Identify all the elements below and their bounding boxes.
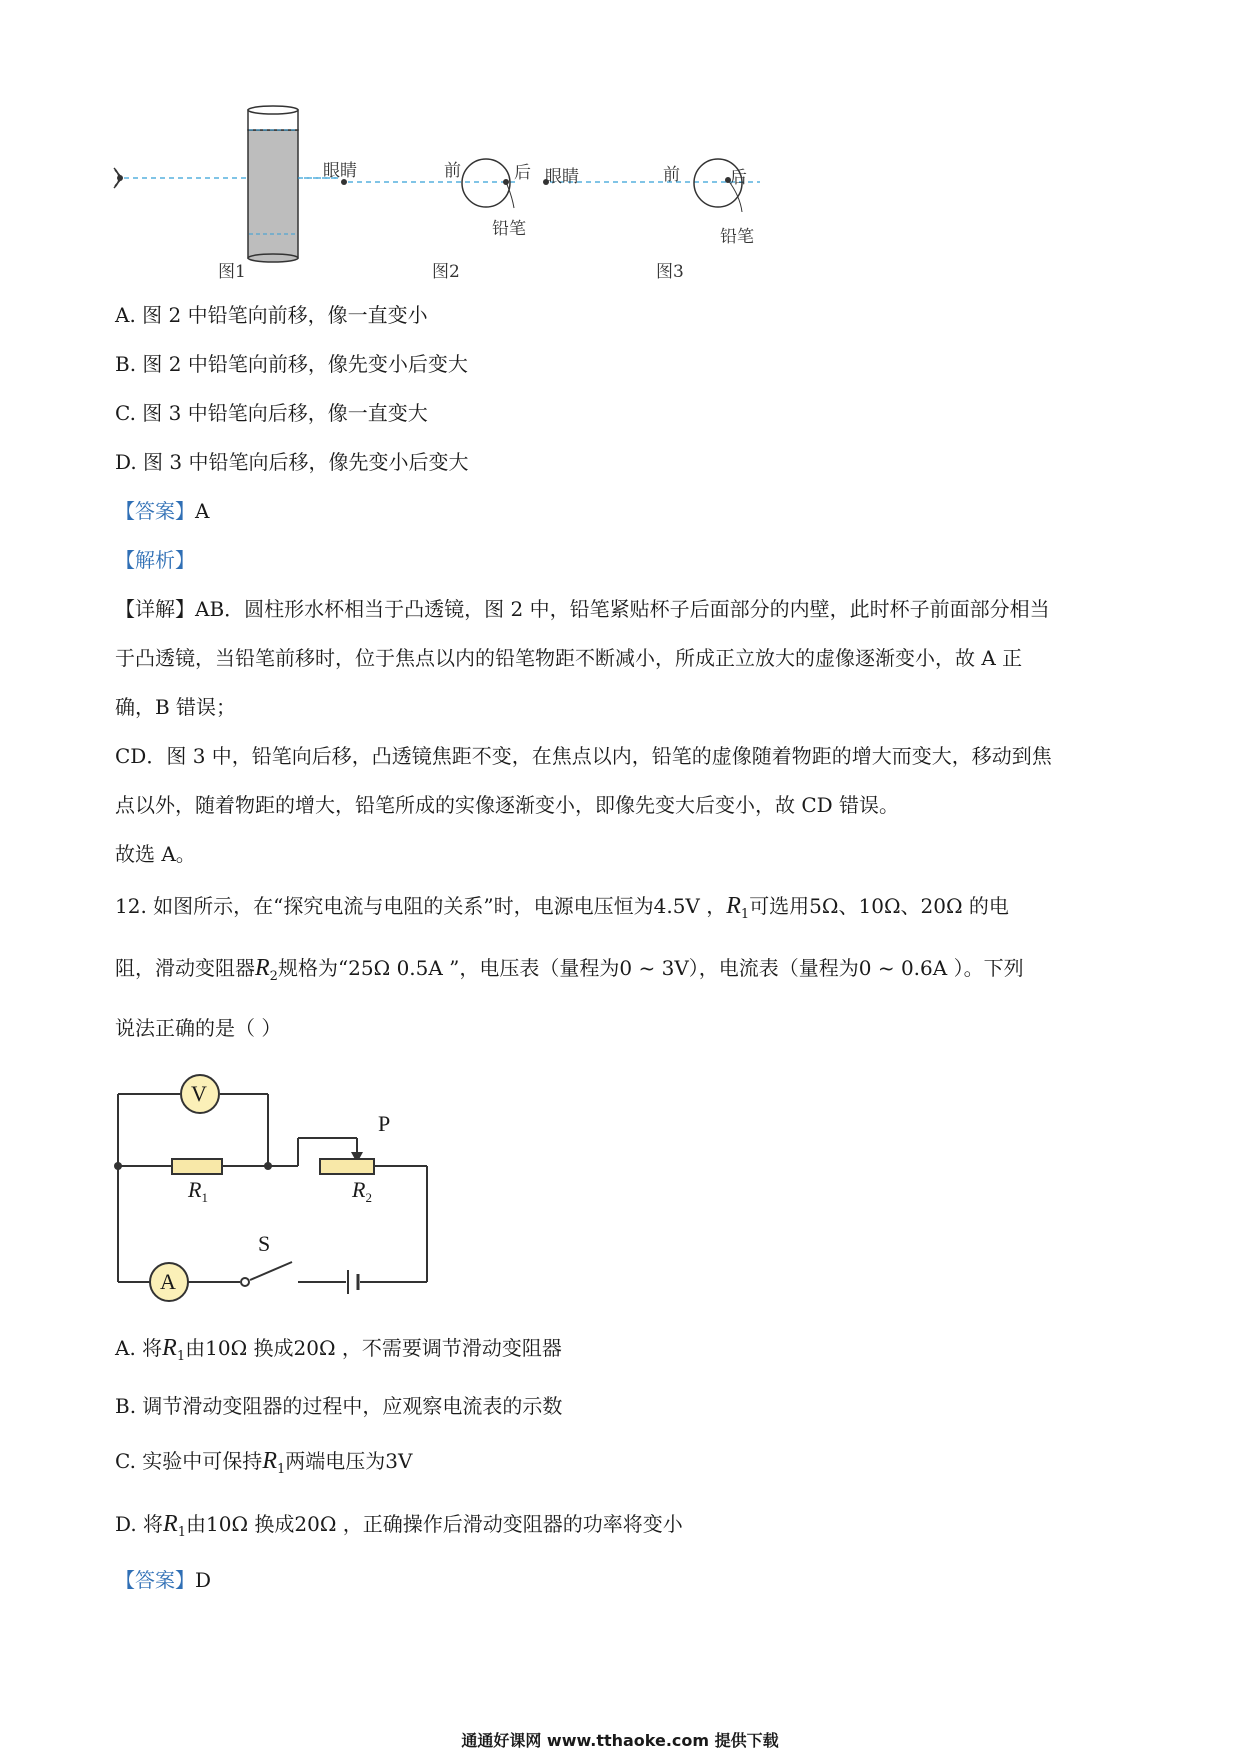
q12-option-d <box>115 1510 683 1547</box>
q11-detail-line-5: 点以外，随着物距的增大，铅笔所成的实像逐渐变小，即像先变大后变小，故 CD 错误。 <box>115 793 900 817</box>
detail-tag: 【详解】 <box>115 597 195 621</box>
r2-subscript: 2 <box>269 969 278 984</box>
page-footer: 通通好课网 www.tthaoke.com 提供下载 <box>461 1731 779 1750</box>
eye-icon <box>114 168 123 188</box>
answer-value: A <box>195 499 210 523</box>
label-front-1: 前 <box>444 161 461 181</box>
analysis-tag: 【解析】 <box>115 548 195 572</box>
switch-icon <box>241 1278 249 1286</box>
q12-answer <box>115 1566 211 1594</box>
answer-tag: 【答案】 <box>115 499 195 523</box>
q11-detail-line-6: 故选 A。 <box>115 842 196 866</box>
q11-answer <box>115 497 209 525</box>
q12-option-b: B. 调节滑动变阻器的过程中，应观察电流表的示数 <box>115 1394 563 1418</box>
r1-subscript: 1 <box>276 1462 286 1477</box>
caption-fig3: 图3 <box>656 262 684 282</box>
r1-subscript: 1 <box>177 1525 186 1540</box>
caption-fig2: 图2 <box>432 262 460 282</box>
q12-stem-text: 可选用5Ω、10Ω、20Ω 的电 <box>749 894 1009 918</box>
switch-label: S <box>258 1231 271 1256</box>
label-back-2: 后 <box>730 168 747 188</box>
r2-symbol: R <box>255 955 270 981</box>
option-text: 由10Ω 换成20Ω ，不需要调节滑动变阻器 <box>185 1336 562 1360</box>
r1-subscript: 1 <box>176 1349 186 1364</box>
r1-symbol: R <box>262 1448 277 1474</box>
r1-symbol: R <box>162 1335 177 1361</box>
label-pencil-1: 铅笔 <box>492 219 526 239</box>
q12-stem-line-2 <box>115 954 1024 991</box>
option-text: 由10Ω 换成20Ω ，正确操作后滑动变阻器的功率将变小 <box>186 1512 683 1536</box>
q12-stem-text: 12. 如图所示，在“探究电流与电阻的关系”时，电源电压恒为4.5V ， <box>115 894 727 918</box>
r1-subscript: 1 <box>201 1190 208 1205</box>
r1-letter: R <box>188 1177 202 1202</box>
r1-symbol: R <box>163 1511 178 1537</box>
q11-detail-line-1 <box>115 595 1050 623</box>
slider-label: P <box>378 1111 391 1136</box>
circuit-diagram <box>100 1060 460 1310</box>
label-pencil-2: 铅笔 <box>720 227 754 247</box>
label-eye-2: 眼睛 <box>545 167 579 187</box>
q12-option-a <box>115 1334 562 1371</box>
r2-letter: R <box>352 1177 366 1202</box>
q11-option-b: B. 图 2 中铅笔向前移，像先变小后变大 <box>115 352 468 376</box>
r1-subscript: 1 <box>740 907 750 922</box>
q11-option-d: D. 图 3 中铅笔向后移，像先变小后变大 <box>115 450 469 474</box>
r2-label <box>352 1177 372 1206</box>
q11-detail-line-2: 于凸透镜，当铅笔前移时，位于焦点以内的铅笔物距不断减小，所成正立放大的虚像逐渐变小，故 A 正 <box>115 646 1023 670</box>
answer-value: D <box>195 1568 212 1592</box>
voltmeter-label: V <box>191 1081 207 1106</box>
label-back-1: 后 <box>514 163 531 183</box>
caption-fig1: 图1 <box>218 262 246 282</box>
q11-detail-line-3: 确，B 错误； <box>115 695 237 719</box>
q11-analysis-tag <box>115 546 195 574</box>
option-text: C. 实验中可保持 <box>115 1449 263 1473</box>
q12-stem-line-1 <box>115 892 1009 929</box>
ammeter-label: A <box>160 1269 176 1294</box>
option-text: D. 将 <box>115 1512 164 1536</box>
r1-symbol: R <box>726 893 741 919</box>
option-text: A. 将 <box>115 1336 163 1360</box>
q12-stem-text: 阻，滑动变阻器 <box>115 956 255 980</box>
answer-tag: 【答案】 <box>115 1568 195 1592</box>
detail-text: AB．圆柱形水杯相当于凸透镜，图 2 中，铅笔紧贴杯子后面部分的内壁，此时杯子前面部分相当 <box>195 597 1050 621</box>
q11-option-a: A. 图 2 中铅笔向前移，像一直变小 <box>115 303 428 327</box>
q12-option-c <box>115 1447 412 1484</box>
label-eye-1: 眼睛 <box>323 161 357 181</box>
r1-label <box>188 1177 208 1206</box>
r2-subscript: 2 <box>365 1190 372 1205</box>
option-text: 两端电压为3V <box>285 1449 413 1473</box>
q11-detail-line-4: CD．图 3 中，铅笔向后移，凸透镜焦距不变，在焦点以内，铅笔的虚像随着物距的增大而变大，移动到焦 <box>115 744 1052 768</box>
label-front-2: 前 <box>663 165 680 185</box>
q12-stem-line-3: 说法正确的是（ ） <box>115 1016 282 1040</box>
water-cup <box>248 106 338 262</box>
q11-option-c: C. 图 3 中铅笔向后移，像一直变大 <box>115 401 428 425</box>
q12-stem-text: 规格为“25Ω 0.5A ”，电压表（量程为0 ~ 3V），电流表（量程为0 ~ 0.6A ）。下列 <box>277 956 1024 980</box>
